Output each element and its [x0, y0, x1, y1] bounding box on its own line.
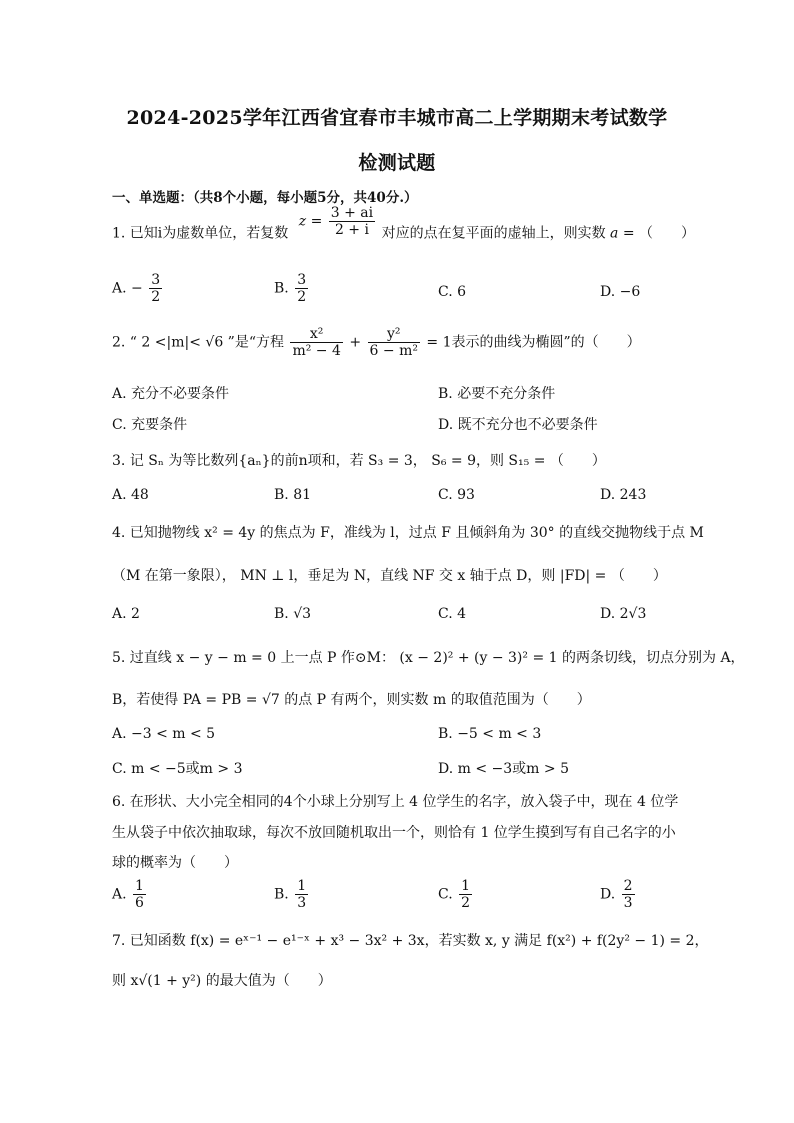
q2-frac-1	[290, 326, 342, 359]
question-4-line2: （M 在第一象限）， MN ⊥ l，垂足为 N，直线 NF 交 x 轴于点 D，则 |FD| = （ ）	[112, 568, 667, 584]
question-6-line2: 生从袋子中依次抽取球，每次不放回随机取出一个，则恰有 1 位学生摸到写有自己名字的小	[112, 825, 676, 841]
q1-post: 对应的点在复平面的虚轴上，则实数	[381, 225, 606, 242]
question-2-stem	[112, 326, 641, 359]
q3-option-d: D. 243	[600, 487, 647, 503]
q1-den: 2 + i	[334, 222, 369, 239]
q4-option-d: D. 2√3	[600, 606, 647, 622]
q1-option-b	[274, 272, 310, 305]
q5-option-d: D. m < −3或m > 5	[438, 761, 569, 777]
q1-num: 3 + ai	[330, 205, 374, 221]
q1-var: a	[610, 225, 619, 242]
q6-a-frac	[133, 878, 146, 911]
q2-f2-den: 6 − m²	[369, 343, 418, 360]
question-5-line2: B，若使得 PA = PB = √7 的点 P 有两个，则实数 m 的取值范围为（ ）	[112, 692, 591, 708]
q5-option-a: A. −3 < m < 5	[112, 726, 216, 742]
q1-option-a	[112, 272, 164, 305]
q2-frac-2	[368, 326, 420, 359]
q6-c-frac	[459, 878, 472, 911]
q2-f1-den: m² − 4	[292, 343, 341, 360]
q2-plus: +	[349, 334, 362, 351]
q2-option-c: C. 充要条件	[112, 417, 188, 433]
question-3-stem: 3. 记 Sₙ 为等比数列{aₙ}的前n项和，若 S₃ = 3， S₆ = 9，则 S₁₅ = （ ）	[112, 453, 606, 469]
q6-b-label: B.	[274, 886, 289, 903]
question-6-line3: 球的概率为（ ）	[112, 855, 238, 871]
q6-b-frac	[295, 878, 308, 911]
q4-option-a: A. 2	[112, 606, 140, 622]
question-7-line2: 则 x√(1 + y²) 的最大值为（ ）	[112, 973, 332, 989]
q1-a-num: 3	[151, 272, 161, 288]
question-7-line1: 7. 已知函数 f(x) = eˣ⁻¹ − e¹⁻ˣ + x³ − 3x² + 3x，若实数 x, y 满足 f(x²) + f(2y² − 1) = 2，	[112, 933, 709, 949]
q1-pre: 1. 已知i为虚数单位，若复数	[112, 225, 289, 242]
q6-b-den: 3	[297, 895, 307, 912]
q1-end: = （ ）	[622, 225, 696, 242]
exam-title-line1: 2024-2025学年江西省宜春市丰城市高二上学期期末考试数学	[126, 107, 668, 129]
q1-option-d: D. −6	[600, 284, 641, 300]
q1-b-den: 2	[297, 289, 307, 306]
question-5-line1: 5. 过直线 x − y − m = 0 上一点 P 作⊙M： (x − 2)² + (y − 3)² = 1 的两条切线，切点分别为 A，	[112, 650, 745, 666]
q1-a-label: A.	[112, 280, 127, 297]
question-6-line1: 6. 在形状、大小完全相同的4个小球上分别写上 4 位学生的名字，放入袋子中，现在 4 位学	[112, 794, 679, 810]
q6-c-num: 1	[461, 878, 471, 894]
q1-z: z =	[298, 213, 323, 230]
q6-a-num: 1	[135, 878, 144, 894]
question-1-stem	[112, 205, 696, 250]
q6-d-den: 3	[623, 895, 633, 912]
q2-option-b: B. 必要不充分条件	[438, 386, 556, 402]
q6-d-num: 2	[623, 878, 633, 894]
q1-a-frac	[149, 272, 162, 305]
q2-post: = 1表示的曲线为椭圆”的（ ）	[426, 334, 641, 351]
q5-option-b: B. −5 < m < 3	[438, 726, 542, 742]
q6-option-b	[274, 878, 310, 911]
question-4-line1: 4. 已知抛物线 x² = 4y 的焦点为 F，准线为 l，过点 F 且倾斜角为 30° 的直线交抛物线于点 M	[112, 525, 704, 541]
q6-option-d	[600, 878, 637, 911]
q6-d-frac	[622, 878, 635, 911]
q4-option-c: C. 4	[438, 606, 467, 622]
q1-b-frac	[295, 272, 308, 305]
q6-c-den: 2	[461, 895, 471, 912]
q2-pre: 2. “ 2 <|m|< √6 ”是“方程	[112, 334, 284, 351]
q6-a-den: 6	[135, 895, 144, 912]
q1-a-sign: −	[131, 280, 143, 297]
q6-b-num: 1	[297, 878, 307, 894]
q2-option-d: D. 既不充分也不必要条件	[438, 417, 598, 433]
q6-c-label: C.	[438, 886, 453, 903]
q1-a-den: 2	[151, 289, 161, 306]
q3-option-a: A. 48	[112, 487, 149, 503]
q2-f1-num: x²	[290, 326, 342, 343]
q1-option-c: C. 6	[438, 284, 467, 300]
section-heading: 一、单选题：（共8个小题，每小题5分，共40分.）	[112, 190, 418, 206]
q3-option-c: C. 93	[438, 487, 475, 503]
q6-a-label: A.	[112, 886, 127, 903]
exam-title-line2: 检测试题	[358, 152, 436, 174]
q6-option-c	[438, 878, 474, 911]
q5-option-c: C. m < −5或m > 3	[112, 761, 243, 777]
q2-option-a: A. 充分不必要条件	[112, 386, 230, 402]
q6-option-a	[112, 878, 148, 911]
q2-f2-num: y²	[368, 326, 420, 343]
q1-b-num: 3	[297, 272, 307, 288]
q4-option-b: B. √3	[274, 606, 312, 622]
q1-fraction	[329, 205, 375, 238]
q1-b-label: B.	[274, 280, 289, 297]
q6-d-label: D.	[600, 886, 616, 903]
q3-option-b: B. 81	[274, 487, 312, 503]
